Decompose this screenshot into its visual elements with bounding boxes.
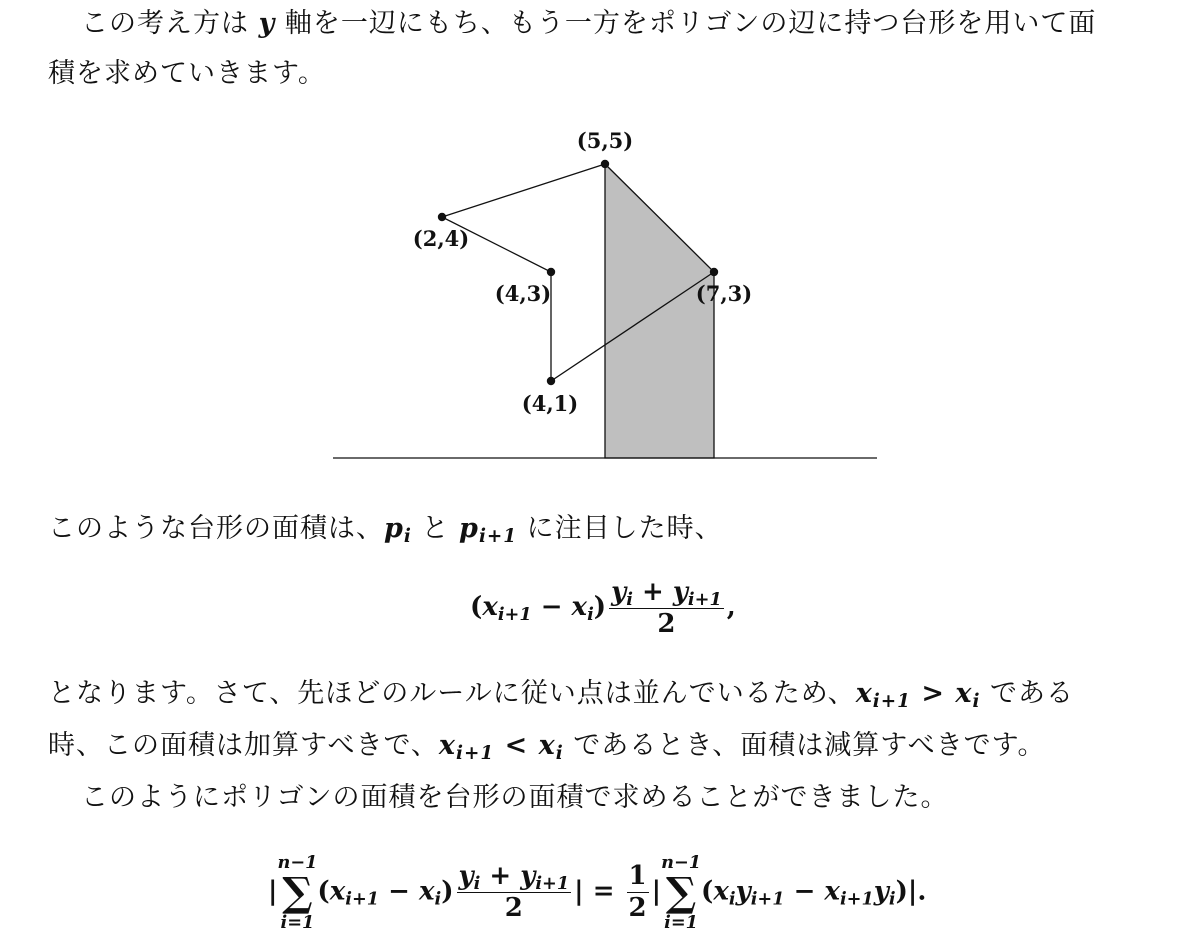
abs-bar-close-period: |. — [907, 876, 927, 907]
rule-text-b: である — [980, 678, 1075, 709]
var-y: y — [873, 876, 889, 907]
trailing-comma: , — [726, 592, 736, 623]
label-5-5: (5,5) — [576, 128, 634, 153]
sub-i: i — [403, 526, 412, 548]
sub-i: i — [728, 888, 736, 910]
minus-sign: − — [784, 876, 825, 907]
var-y: y — [458, 861, 474, 892]
rule-paragraph-line2 — [48, 722, 1168, 770]
sub-i: i — [473, 873, 481, 895]
var-x: x — [538, 730, 556, 761]
sum-lower-limit: i=1 — [280, 911, 315, 933]
var-y: y — [520, 861, 536, 892]
greater-than: > — [910, 678, 956, 709]
fraction-denominator: 2 — [504, 892, 523, 923]
vertex-5-5 — [601, 160, 609, 168]
rule-text-c: 時、この面積は加算すべきで、 — [48, 730, 439, 761]
summation-2 — [661, 852, 701, 933]
summation-1 — [277, 852, 317, 933]
abs-bar-open-2: | — [651, 876, 662, 907]
abs-bar-close: | — [574, 876, 584, 907]
var-x: x — [482, 592, 498, 623]
paren-open: ( — [470, 592, 483, 623]
sub-i: i — [555, 743, 564, 765]
var-x: x — [571, 592, 588, 623]
sub-i: i — [434, 888, 442, 910]
trapezoid-text-b: と — [411, 513, 460, 544]
label-4-1: (4,1) — [521, 391, 579, 416]
sub-i: i — [587, 604, 594, 626]
equals-sign: = — [583, 876, 624, 907]
vertex-4-1 — [547, 377, 555, 385]
label-7-3: (7,3) — [695, 281, 753, 306]
vertex-7-3 — [710, 268, 718, 276]
intro-text-b: 軸を一辺にもち、もう一方をポリゴンの辺に持つ台形を用いて面 — [275, 8, 1097, 39]
label-2-4: (2,4) — [412, 226, 470, 251]
half-numerator: 1 — [628, 861, 647, 892]
sum-lower-limit: i=1 — [664, 911, 698, 933]
sub-i1: i+1 — [478, 526, 518, 548]
var-y: y — [611, 577, 627, 607]
sigma-symbol: ∑ — [282, 868, 313, 917]
trapezoid-paragraph — [48, 505, 1168, 553]
paren-open: ( — [701, 876, 714, 907]
var-x: x — [713, 876, 729, 907]
sub-i: i — [972, 691, 981, 713]
var-y: y — [258, 8, 276, 39]
var-x: x — [418, 876, 435, 907]
minus-sign: − — [379, 876, 419, 907]
intro-text-c: 積を求めていきます。 — [48, 58, 326, 89]
sum-upper-limit: n−1 — [277, 852, 318, 873]
trapezoid-text-c: に注目した時、 — [517, 513, 723, 544]
shaded-trapezoid — [605, 164, 714, 458]
fraction-y-sum-over-2 — [457, 862, 572, 922]
sub-i1: i+1 — [687, 588, 722, 610]
sub-i1: i+1 — [345, 888, 380, 910]
vertex-2-4 — [438, 213, 446, 221]
var-x: x — [329, 876, 346, 907]
fraction-y-sum-over-2 — [609, 578, 724, 638]
fraction-one-half — [627, 862, 649, 922]
plus-sign: + — [632, 577, 673, 607]
intro-text-a: この考え方は — [81, 8, 259, 39]
less-than: < — [494, 730, 539, 761]
var-x: x — [955, 678, 973, 709]
abs-bar-open: | — [268, 876, 278, 907]
paren-close: ) — [593, 592, 607, 623]
var-x: x — [438, 730, 457, 761]
paren-close: ) — [441, 876, 454, 907]
plus-sign: + — [480, 861, 521, 892]
sub-i1: i+1 — [750, 888, 785, 910]
rule-text-a: となります。さて、先ほどのルールに従い点は並んでいるため、 — [48, 678, 856, 709]
fraction-numerator — [609, 578, 724, 609]
var-p-i1: p — [459, 513, 479, 544]
sub-i: i — [626, 588, 633, 610]
sub-i: i — [888, 888, 896, 910]
sub-i1: i+1 — [497, 604, 532, 626]
sub-i1: i+1 — [456, 743, 495, 765]
var-x: x — [824, 876, 840, 907]
paren-close: ) — [895, 876, 908, 907]
sub-i1: i+1 — [872, 691, 911, 713]
sum-upper-limit: n−1 — [661, 852, 702, 873]
label-4-3: (4,3) — [494, 281, 552, 306]
polygon-area-formula — [268, 852, 926, 933]
trapezoid-area-formula — [470, 578, 736, 638]
var-x: x — [855, 678, 873, 709]
fraction-denominator: 2 — [657, 608, 676, 639]
sub-i1: i+1 — [535, 873, 570, 895]
vertex-4-3 — [547, 268, 555, 276]
trapezoid-text-a: このような台形の面積は、 — [48, 513, 384, 544]
rule-paragraph-line1 — [48, 670, 1168, 718]
sub-i1: i+1 — [839, 888, 874, 910]
var-y: y — [735, 876, 751, 907]
paren-open: ( — [317, 876, 330, 907]
minus-sign: − — [531, 592, 572, 623]
rule-text-d: であるとき、面積は減算すべきです。 — [563, 730, 1046, 761]
conclusion-paragraph — [48, 774, 1200, 822]
var-y: y — [672, 577, 688, 607]
sigma-symbol: ∑ — [665, 868, 697, 917]
half-denominator: 2 — [628, 892, 647, 923]
var-p-i: p — [384, 513, 404, 544]
conclusion-text: このようにポリゴンの面積を台形の面積で求めることができました。 — [81, 782, 949, 813]
fraction-numerator — [457, 862, 572, 893]
